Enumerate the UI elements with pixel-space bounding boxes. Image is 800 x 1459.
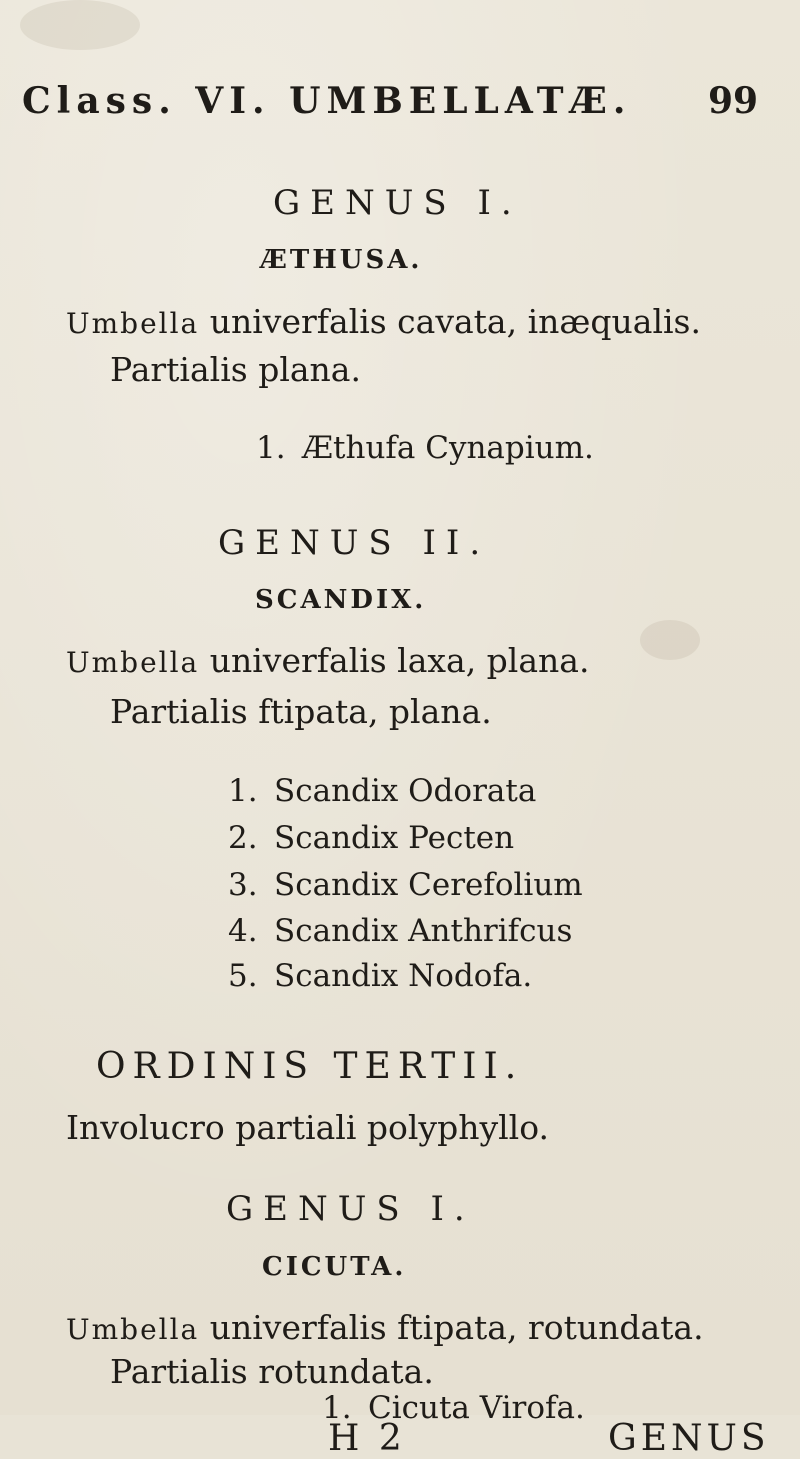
umbella-partial: Partialis ftipata, plana. <box>110 692 492 731</box>
species-number: 5. <box>228 958 258 994</box>
species-number: 1. <box>256 430 286 466</box>
species-name: Scandix Nodofa. <box>274 958 533 994</box>
species-item <box>228 913 572 949</box>
umbella-label: Umbella <box>66 646 200 679</box>
umbella-text: univerfalis laxa, plana. <box>209 641 590 680</box>
species-number: 1. <box>322 1390 352 1426</box>
order-heading: ORDINIS TERTII. <box>96 1046 524 1087</box>
umbella-universal <box>66 302 701 341</box>
species-name: Æthufa Cynapium. <box>302 430 594 466</box>
umbella-label: Umbella <box>66 307 200 340</box>
species-item <box>228 958 532 994</box>
umbella-text: univerfalis cavata, inæqualis. <box>209 302 701 341</box>
genus-name: SCANDIX. <box>255 585 427 615</box>
species-number: 4. <box>228 913 258 949</box>
genus-heading: GENUS I. <box>273 183 522 223</box>
genus-name: CICUTA. <box>262 1252 407 1282</box>
species-number: 3. <box>228 867 258 903</box>
species-name: Scandix Cerefolium <box>274 867 583 903</box>
species-item <box>228 867 583 903</box>
species-item <box>256 430 594 466</box>
genus-heading: GENUS I. <box>226 1189 475 1229</box>
umbella-partial: Partialis rotundata. <box>110 1352 434 1391</box>
order-subtitle: Involucro partiali polyphyllo. <box>66 1108 549 1147</box>
species-number: 2. <box>228 820 258 856</box>
species-name: Scandix Odorata <box>274 773 537 809</box>
paper-stain <box>20 0 140 50</box>
umbella-universal <box>66 1308 704 1347</box>
genus-name: ÆTHUSA. <box>260 245 423 275</box>
species-item <box>228 773 536 809</box>
umbella-label: Umbella <box>66 1313 200 1346</box>
signature-mark: H 2 <box>328 1418 406 1459</box>
species-number: 1. <box>228 773 258 809</box>
species-item <box>228 820 514 856</box>
paper-stain <box>640 620 700 660</box>
umbella-text: univerfalis ftipata, rotundata. <box>209 1308 704 1347</box>
species-name: Scandix Pecten <box>274 820 515 856</box>
umbella-universal <box>66 641 589 680</box>
page-number: 99 <box>708 80 759 122</box>
genus-heading: GENUS II. <box>218 523 491 563</box>
running-head: Class. VI. UMBELLATÆ. <box>22 80 632 122</box>
umbella-partial: Partialis plana. <box>110 350 361 389</box>
species-name: Cicuta Virofa. <box>368 1390 585 1426</box>
catchword: GENUS <box>608 1418 770 1459</box>
species-name: Scandix Anthrifcus <box>274 913 573 949</box>
